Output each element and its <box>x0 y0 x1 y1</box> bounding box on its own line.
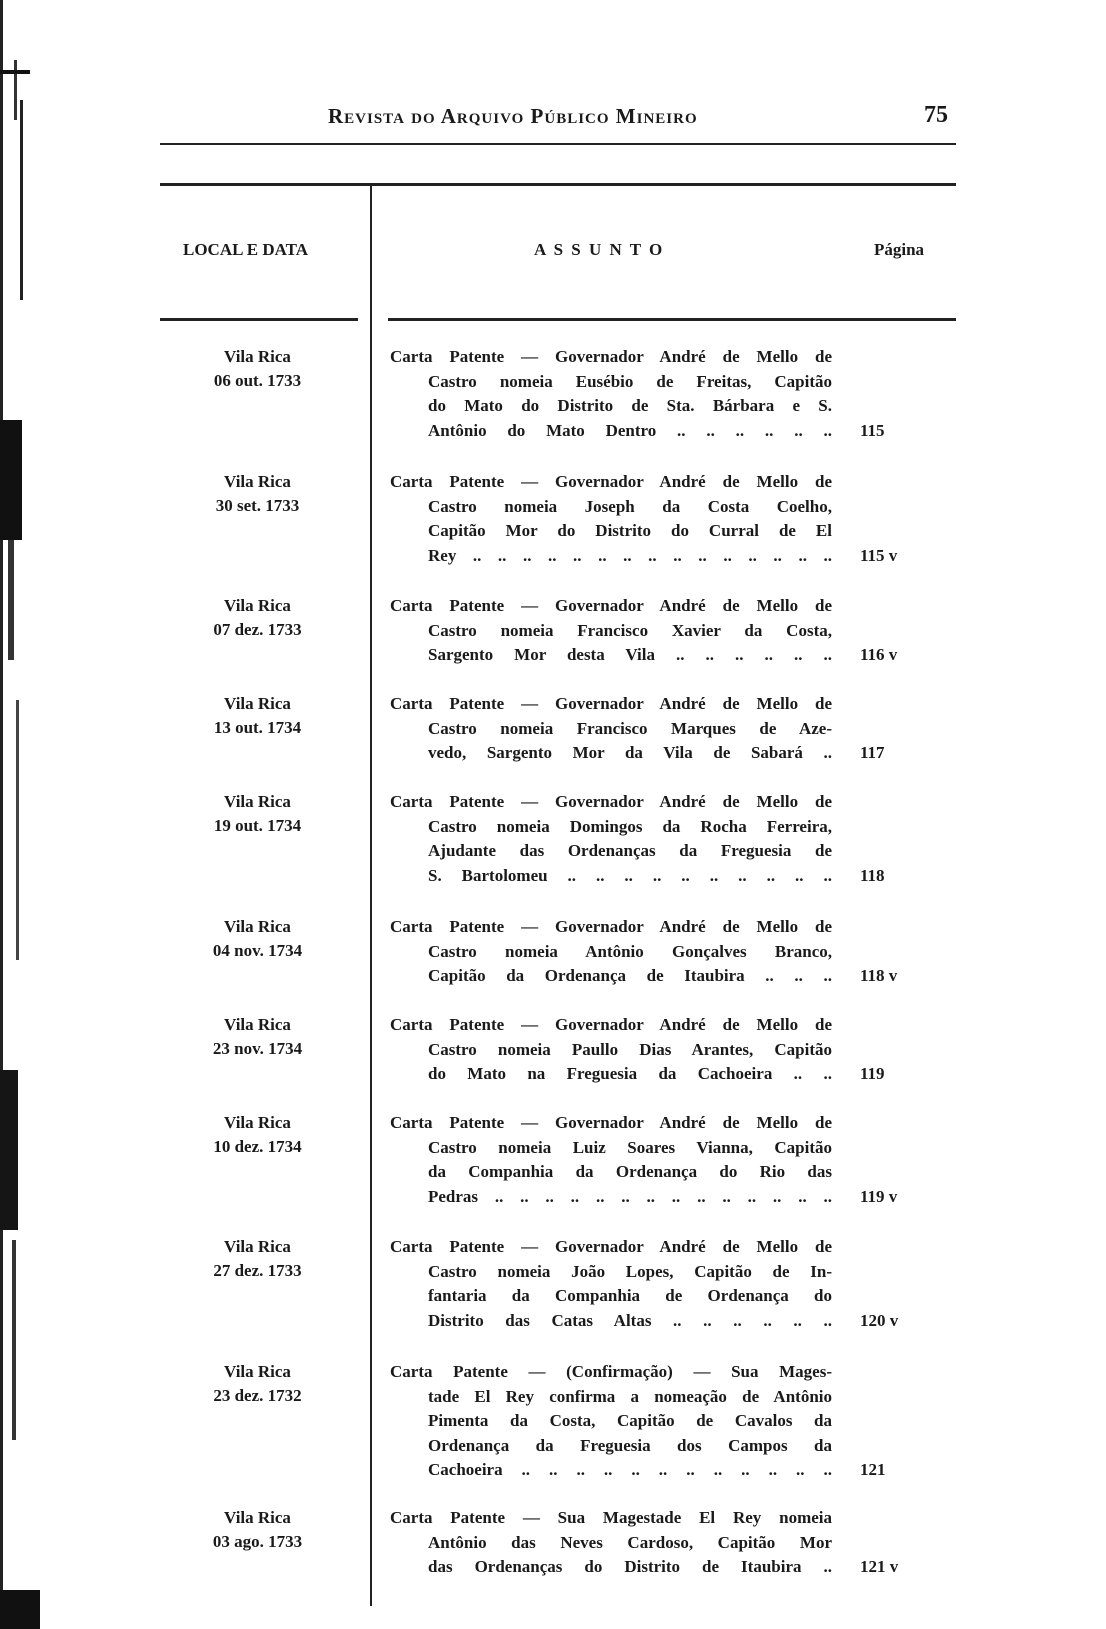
entry-subject-line: Castro nomeia Francisco Marques de Aze- <box>428 718 832 738</box>
entry-place-date <box>160 1013 355 1061</box>
entry-place: Vila Rica <box>224 917 291 936</box>
entry-subject-line: Carta Patente — Governador André de Mello de <box>390 472 832 491</box>
entry-place: Vila Rica <box>224 792 291 811</box>
entry-subject-line: Antônio do Mato Dentro .. .. .. .. .. .. <box>428 420 832 440</box>
entry-subject-line: Carta Patente — Governador André de Mello de <box>390 347 832 366</box>
entry-place-date <box>160 1506 355 1554</box>
entry-subject <box>390 1111 832 1209</box>
entry-subject-line: vedo, Sargento Mor da Vila de Sabará .. <box>428 743 832 762</box>
entry-page-ref: 118 v <box>860 966 898 985</box>
scan-edge-shadow <box>0 0 42 1629</box>
entry-subject-line: Rey .. .. .. .. .. .. .. .. .. .. .. .. .. .. .. <box>428 545 832 565</box>
entry-place: Vila Rica <box>224 694 291 713</box>
entry-place-date <box>160 1111 355 1159</box>
entry-subject-line: Carta Patente — Governador André de Mello de <box>390 694 832 713</box>
entry-subject-line: Carta Patente — Governador André de Mello de <box>390 917 832 936</box>
entry-page-ref: 119 v <box>860 1186 898 1206</box>
entry-date: 03 ago. 1733 <box>212 1532 303 1551</box>
entry-subject-line: Carta Patente — Governador André de Mello de <box>390 1237 832 1256</box>
entry-subject-line: Castro nomeia João Lopes, Capitão de In- <box>428 1261 832 1281</box>
entry-subject-line: Ajudante das Ordenanças da Freguesia de <box>428 841 832 860</box>
entry-subject <box>390 915 832 989</box>
entry-place: Vila Rica <box>224 1113 291 1132</box>
running-head <box>160 100 960 136</box>
entry-page-ref: 118 <box>860 865 885 885</box>
entry-subject-line: Carta Patente — (Confirmação) — Sua Mages- <box>390 1362 832 1381</box>
entry-place-date <box>160 1360 355 1408</box>
entry-subject-line: Castro nomeia Luiz Soares Vianna, Capitão <box>428 1137 832 1157</box>
entry-subject <box>390 692 832 766</box>
column-divider <box>370 186 372 1606</box>
entry-place-date <box>160 790 355 838</box>
entry-subject-line: tade El Rey confirma a nomeação de Antônio <box>428 1386 832 1406</box>
entry-place: Vila Rica <box>224 1362 291 1381</box>
entry-subject-line: Carta Patente — Sua Magestade El Rey nomeia <box>390 1508 832 1527</box>
entry-subject <box>390 1235 832 1333</box>
entry-page-ref: 117 <box>860 743 885 762</box>
entry-subject <box>390 594 832 668</box>
entry-subject-line: do Mato na Freguesia da Cachoeira .. .. <box>428 1064 832 1083</box>
column-header-pagina: Página <box>874 240 925 259</box>
entry-subject-line: fantaria da Companhia de Ordenança do <box>428 1286 832 1305</box>
entry-subject-line: Carta Patente — Governador André de Mello de <box>390 1113 832 1132</box>
entry-subject <box>390 1360 832 1483</box>
entry-place: Vila Rica <box>224 347 291 366</box>
entry-subject-line: Pimenta da Costa, Capitão de Cavalos da <box>428 1411 832 1430</box>
entry-page-ref: 121 <box>860 1460 886 1479</box>
entry-place-date <box>160 594 355 642</box>
entry-subject-line: Pedras .. .. .. .. .. .. .. .. .. .. .. .. .. .. <box>428 1186 832 1206</box>
entry-date: 06 out. 1733 <box>213 371 302 390</box>
entry-place: Vila Rica <box>224 596 291 615</box>
entry-page-ref: 115 v <box>860 545 898 565</box>
entry-place-date <box>160 915 355 963</box>
entry-subject-line: Sargento Mor desta Vila .. .. .. .. .. .. <box>428 645 832 664</box>
entry-page-ref: 120 v <box>860 1310 899 1330</box>
entry-place-date <box>160 692 355 740</box>
entry-place: Vila Rica <box>224 1015 291 1034</box>
entry-subject-line: Capitão da Ordenança de Itaubira .. .. .. <box>428 966 832 985</box>
entry-date: 19 out. 1734 <box>213 816 302 835</box>
entry-date: 04 nov. 1734 <box>212 941 303 960</box>
entry-subject-line: Distrito das Catas Altas .. .. .. .. .. .. <box>428 1310 832 1330</box>
entry-subject <box>390 470 832 568</box>
entry-subject-line: das Ordenanças do Distrito de Itaubira .. <box>428 1557 832 1576</box>
entry-date: 27 dez. 1733 <box>213 1261 302 1280</box>
entry-subject-line: Castro nomeia Joseph da Costa Coelho, <box>428 496 832 516</box>
entry-place-date <box>160 345 355 393</box>
entry-place: Vila Rica <box>224 472 291 491</box>
entry-place: Vila Rica <box>224 1237 291 1256</box>
entry-page-ref: 116 v <box>860 645 898 664</box>
entry-place: Vila Rica <box>224 1508 291 1527</box>
entry-place-date <box>160 470 355 518</box>
entry-subject-line: S. Bartolomeu .. .. .. .. .. .. .. .. .. .. <box>428 865 832 885</box>
entry-subject-line: Capitão Mor do Distrito do Curral de El <box>428 521 832 540</box>
left-header-rule <box>160 318 358 321</box>
entry-subject-line: Antônio das Neves Cardoso, Capitão Mor <box>428 1532 832 1552</box>
entry-subject-line: do Mato do Distrito de Sta. Bárbara e S. <box>428 396 832 415</box>
entry-subject <box>390 345 832 443</box>
entry-subject <box>390 1506 832 1580</box>
entry-page-ref: 115 <box>860 420 885 440</box>
entry-subject-line: Castro nomeia Domingos da Rocha Ferreira, <box>428 816 832 836</box>
entry-date: 07 dez. 1733 <box>213 620 302 639</box>
entry-date: 30 set. 1733 <box>215 496 300 515</box>
entry-date: 13 out. 1734 <box>213 718 302 737</box>
entry-subject-line: Castro nomeia Paullo Dias Arantes, Capitão <box>428 1039 832 1059</box>
entry-subject <box>390 790 832 888</box>
entry-subject-line: Carta Patente — Governador André de Mello de <box>390 1015 832 1034</box>
entry-subject-line: Castro nomeia Francisco Xavier da Costa, <box>428 620 832 640</box>
header-rule <box>160 143 956 145</box>
entry-date: 23 dez. 1732 <box>213 1386 302 1405</box>
entry-date: 23 nov. 1734 <box>212 1039 303 1058</box>
column-header-assunto: A S S U N T O <box>534 240 665 259</box>
column-header-local-data: LOCAL E DATA <box>183 240 309 259</box>
entry-subject-line: Castro nomeia Eusébio de Freitas, Capitão <box>428 371 832 391</box>
table-top-rule <box>160 183 956 186</box>
entry-subject-line: Castro nomeia Antônio Gonçalves Branco, <box>428 941 832 961</box>
entry-page-ref: 119 <box>860 1064 885 1083</box>
entry-place-date <box>160 1235 355 1283</box>
entry-subject-line: Carta Patente — Governador André de Mello de <box>390 596 832 615</box>
journal-title: Revista do Arquivo Público Mineiro <box>328 104 698 128</box>
page-number: 75 <box>924 102 948 128</box>
entry-subject-line: Cachoeira .. .. .. .. .. .. .. .. .. .. .. .. <box>428 1460 832 1479</box>
entry-subject <box>390 1013 832 1087</box>
entry-page-ref: 121 v <box>860 1557 899 1576</box>
entry-subject-line: da Companhia da Ordenança do Rio das <box>428 1162 832 1181</box>
entry-date: 10 dez. 1734 <box>213 1137 302 1156</box>
entry-subject-line: Carta Patente — Governador André de Mello de <box>390 792 832 811</box>
entry-subject-line: Ordenança da Freguesia dos Campos da <box>428 1435 832 1455</box>
right-header-rule <box>388 318 956 321</box>
